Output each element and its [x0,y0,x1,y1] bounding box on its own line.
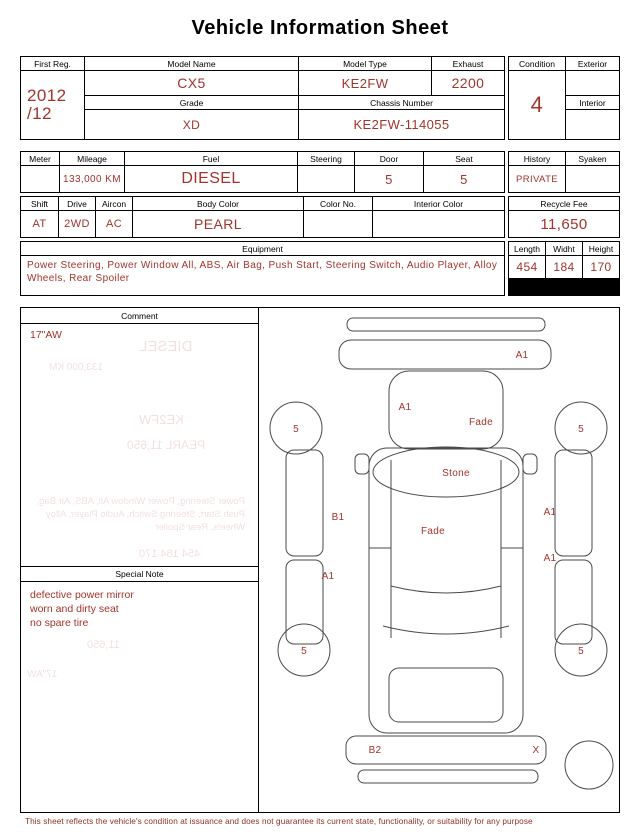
grade-label: Grade [85,96,298,109]
rear-window-bottom [383,626,509,634]
car-diagram [259,308,619,812]
damage-label: X [532,745,540,756]
shift-value: AT [21,211,58,237]
ghost-text: DIESEL [139,338,193,355]
model-type-value: KE2FW [299,71,431,95]
seat-label: Seat [424,152,504,165]
damage-label: A1 [398,402,412,413]
drive-value: 2WD [59,211,95,237]
right-rear-side-panel [555,560,592,644]
model-name-value: CX5 [85,71,298,95]
body-color-value: PEARL [133,211,303,237]
fuel-value: DIESEL [125,166,297,192]
model-type-label: Model Type [299,57,431,70]
length-label: Length [509,242,545,255]
syaken-value [566,166,619,192]
disclaimer-text: This sheet reflects the vehicle's condition at issuance and does not guarantee its current state, functionality, or suitability for any purpose [25,817,533,826]
first-reg-value [21,71,84,139]
condition-table [508,56,620,140]
damage-label: Fade [421,526,445,537]
trunk-lid [389,668,503,722]
mileage-label: Mileage [60,152,124,165]
interior-color-label: Interior Color [373,197,504,210]
damage-label: B2 [368,745,382,756]
wheel-rating: 5 [578,646,584,657]
recycle-fee-table [508,196,620,238]
width-label: Widht [546,242,582,255]
history-value: PRIVATE [509,166,565,192]
damage-diagram-panel [259,308,619,812]
width-value: 184 [546,256,582,278]
steering-label: Steering [298,152,354,165]
special-note-line: defective power mirror [30,589,134,601]
condition-label: Condition [509,57,565,70]
damage-label: B1 [331,512,345,523]
ghost-text: KE2FW [139,412,184,427]
special-note-line: worn and dirty seat [30,603,119,616]
damage-label: A1 [321,571,335,582]
ghost-text: Power Steering, Power Window All, ABS, Air Bag, Push Start, Steering Switch, Audio Player, Alloy Wheels, Rear Spoiler [36,496,245,533]
shift-label: Shift [21,197,58,210]
exhaust-label: Exhaust [432,57,504,70]
interior-label: Interior [566,96,619,109]
height-label: Height [583,242,619,255]
left-mirror [355,454,369,474]
front-roof-strip [347,318,545,331]
wheel-rating: 5 [301,646,307,657]
body-color-label: Body Color [133,197,303,210]
history-table [508,151,620,193]
equipment-value: Power Steering, Power Window All, ABS, Air Bag, Push Start, Steering Switch, Audio Player, Alloy Wheels, Rear Spoiler [21,256,504,295]
steering-value [298,166,354,192]
damage-label: A1 [543,507,557,518]
chassis-number-value: KE2FW-114055 [299,110,504,139]
equipment-table [20,241,505,296]
height-value: 170 [583,256,619,278]
inspection-section [20,307,620,813]
model-name-label: Model Name [85,57,298,70]
fuel-label: Fuel [125,152,297,165]
color-no-value [304,211,372,237]
specs-section [20,151,620,296]
ghost-text: 454 184 170 [139,548,201,560]
door-value: 5 [355,166,423,192]
first-reg-month: /12 [27,104,52,123]
damage-label: Fade [469,417,493,428]
door-label: Door [355,152,423,165]
ghost-text: PEARL 11,650 [127,438,206,452]
left-front-side-panel [286,450,323,556]
wheel-rating: 5 [293,424,299,435]
right-front-side-panel [555,450,592,556]
first-reg-label: First Reg. [21,57,84,70]
specs-right-column [508,151,620,296]
recycle-fee-label: Recycle Fee [509,197,619,210]
history-label: History [509,152,565,165]
rear-window-top [391,586,501,593]
grade-value: XD [85,110,298,139]
specs-row-2 [20,196,505,238]
identity-section [20,56,620,140]
dimensions-table [508,241,620,296]
left-rear-side-panel [286,560,323,644]
equipment-label: Equipment [21,242,504,255]
aircon-value: AC [96,211,132,237]
chassis-number-label: Chassis Number [299,96,504,109]
syaken-label: Syaken [566,152,619,165]
condition-value: 4 [509,71,565,139]
damage-label: Stone [442,468,470,479]
damage-label: A1 [543,553,557,564]
ghost-text: 133,000 KM [49,362,103,373]
interior-value [566,110,619,139]
seat-value: 5 [424,166,504,192]
color-no-label: Color No. [304,197,372,210]
interior-color-value [373,211,504,237]
spare-tire [565,741,613,789]
right-mirror [523,454,537,474]
comment-body [21,324,258,566]
specs-row-1 [20,151,505,193]
first-reg-year: 2012 [27,85,67,105]
special-note-header: Special Note [21,566,258,582]
length-value: 454 [509,256,545,278]
meter-label: Meter [21,152,59,165]
specs-left-column [20,151,505,296]
notes-panel [21,308,259,812]
comment-header: Comment [21,308,258,324]
rear-roof-strip [358,770,538,783]
recycle-fee-value: 11,650 [509,211,619,237]
ghost-text: 11,650 [87,639,120,651]
special-note-body [21,582,258,812]
drive-label: Drive [59,197,95,210]
special-note-line: no spare tire [30,617,89,630]
meter-value [21,166,59,192]
exterior-value [566,71,619,95]
page-title: Vehicle Information Sheet [191,17,449,39]
exterior-label: Exterior [566,57,619,70]
aircon-label: Aircon [96,197,132,210]
ghost-text: 17"AW [27,669,58,680]
exhaust-value: 2200 [432,71,504,95]
car-body-outline [369,448,523,733]
mileage-value: 133,000 KM [60,166,124,192]
identity-table [20,56,505,140]
wheel-rating: 5 [578,424,584,435]
damage-label: A1 [515,350,529,361]
comment-line: 17"AW [30,329,62,341]
